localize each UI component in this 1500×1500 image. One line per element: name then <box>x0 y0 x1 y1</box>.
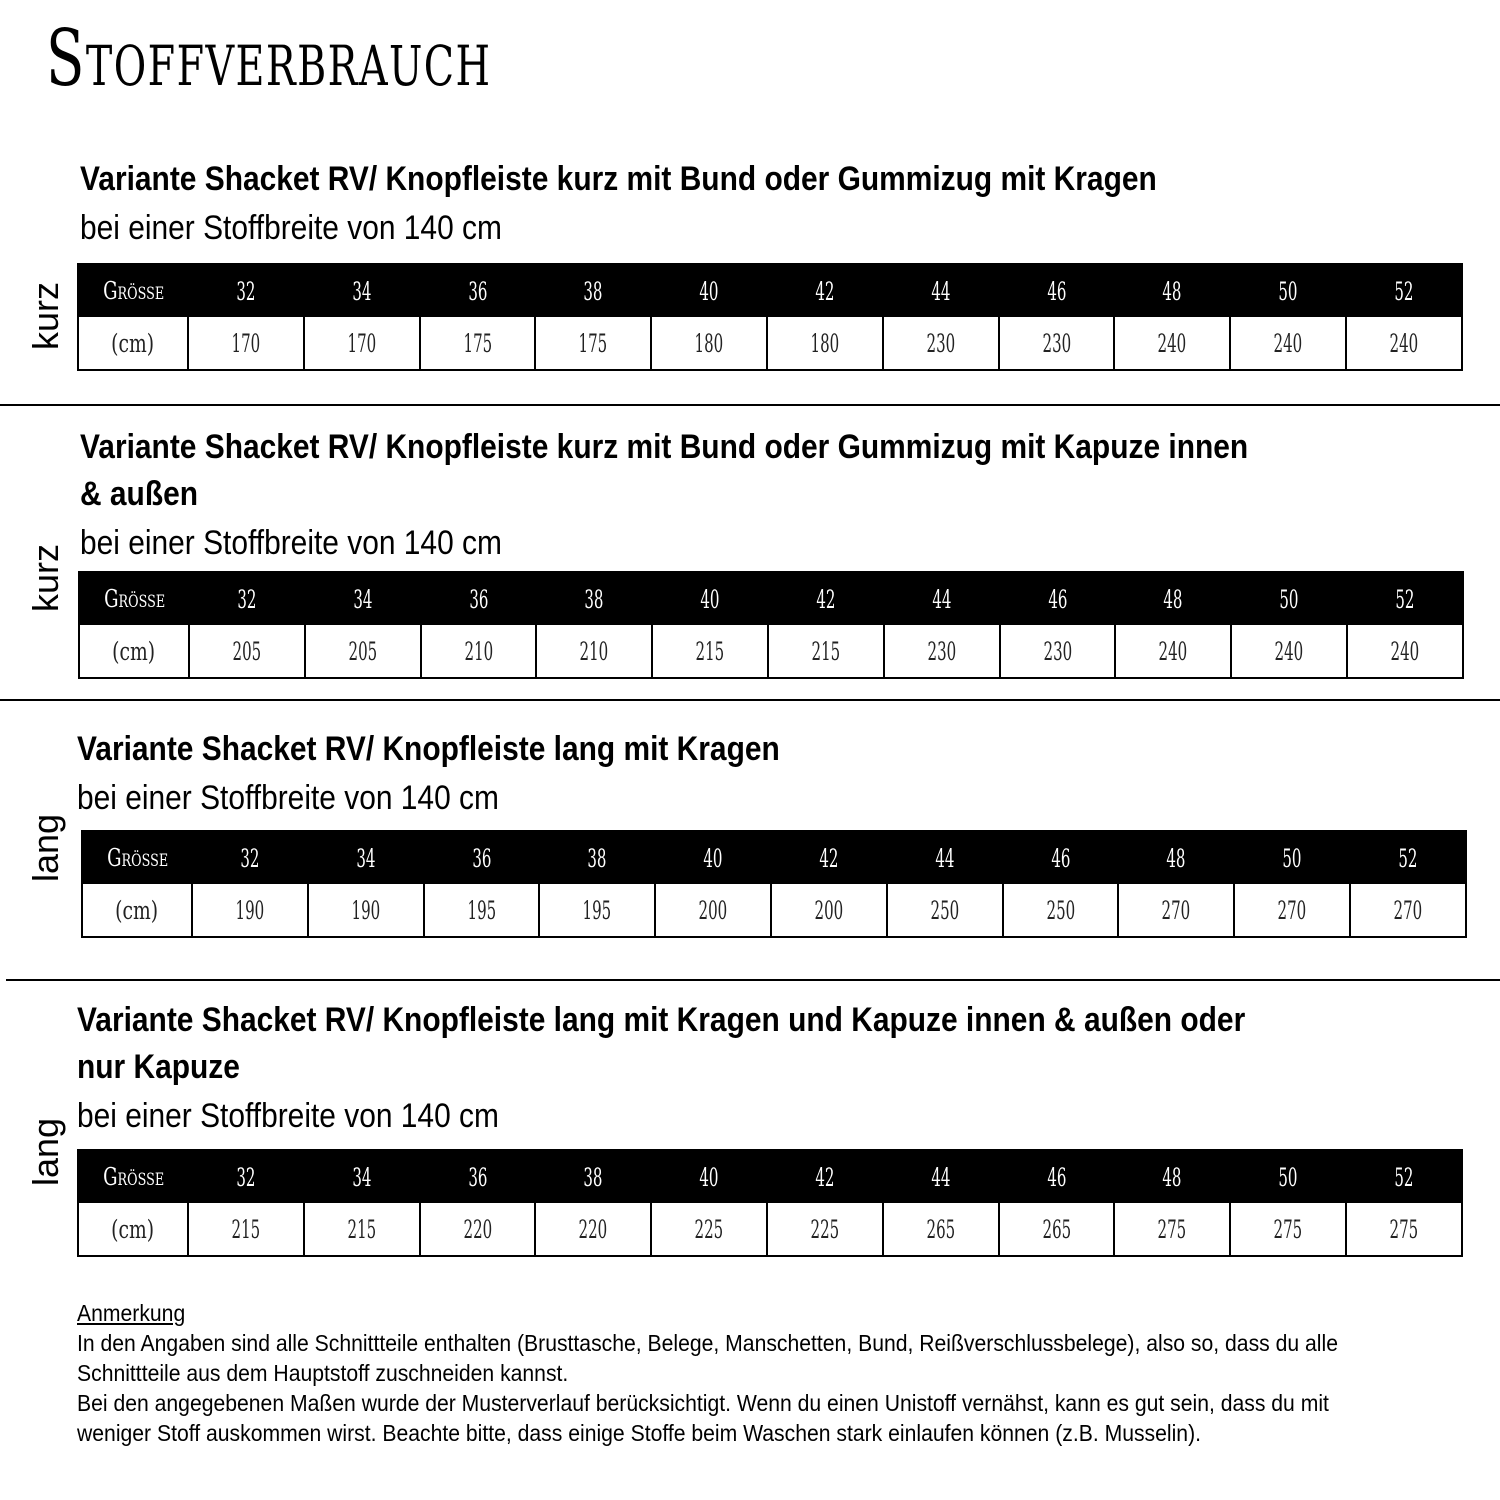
value-cell: 240 <box>1390 636 1420 666</box>
side-label: kurz <box>25 544 66 613</box>
value-cell: 175 <box>535 317 651 370</box>
value-cell: 205 <box>305 625 421 678</box>
section-divider <box>0 404 1500 406</box>
value-cell: 220 <box>420 1203 536 1256</box>
value-cell: 240 <box>1389 328 1419 358</box>
value-cell: 200 <box>655 884 771 937</box>
size-cell: 44 <box>883 264 999 317</box>
size-cell: 52 <box>1346 1150 1462 1203</box>
value-cell: 270 <box>1234 884 1350 937</box>
value-cell: 215 <box>652 625 768 678</box>
section-title: Variante Shacket RV/ Knopfleiste lang mit Kragen und Kapuze innen & außen oder nur Kapuze <box>77 1001 1246 1086</box>
value-row-label: (cm) <box>78 1203 188 1256</box>
size-cell: 44 <box>884 572 1000 625</box>
side-label: lang <box>25 813 66 883</box>
value-cell: 275 <box>1389 1214 1419 1244</box>
value-row-label: (cm) <box>82 884 192 937</box>
size-table <box>77 1149 1463 1257</box>
size-cell: 44 <box>883 1150 999 1203</box>
size-cell: 34 <box>305 572 421 625</box>
size-row <box>78 264 1462 317</box>
notes-line: weniger Stoff auskommen wirst. Beachte bitte, dass einige Stoffe beim Waschen stark einlaufen können (z.B. Musselin). <box>77 1420 1202 1446</box>
size-row-label: Grösse <box>78 1150 188 1203</box>
value-cell: 275 <box>1114 1203 1230 1256</box>
notes-line: In den Angaben sind alle Schnittteile enthalten (Brusttasche, Belege, Manschetten, Bund, Reißverschlussbelege), also so, dass du alle <box>77 1330 1338 1356</box>
value-cell: 250 <box>1003 884 1119 937</box>
value-cell: 210 <box>536 625 652 678</box>
size-row-label: Grösse <box>78 264 188 317</box>
value-cell: 270 <box>1393 895 1423 925</box>
value-row <box>79 625 1463 678</box>
value-cell: 275 <box>1230 1203 1346 1256</box>
size-row-label: Grösse <box>82 831 192 884</box>
size-cell: 52 <box>1347 572 1463 625</box>
size-cell: 50 <box>1230 1150 1346 1203</box>
side-label: lang <box>25 1117 66 1187</box>
page-title: Stoffverbrauch <box>46 14 492 104</box>
value-row <box>78 1203 1462 1256</box>
value-cell: 270 <box>1118 884 1234 937</box>
size-cell: 44 <box>887 831 1003 884</box>
size-cell: 48 <box>1114 1150 1230 1203</box>
size-row-label: Grösse <box>79 572 189 625</box>
value-cell: 240 <box>1115 625 1231 678</box>
value-cell: 215 <box>188 1203 304 1256</box>
size-cell: 32 <box>188 264 304 317</box>
size-cell: 48 <box>1115 572 1231 625</box>
value-cell: 250 <box>887 884 1003 937</box>
value-cell: 265 <box>883 1203 999 1256</box>
value-row <box>78 317 1462 370</box>
size-cell: 36 <box>420 264 536 317</box>
size-row <box>82 831 1466 884</box>
size-cell: 52 <box>1346 264 1462 317</box>
size-cell: 36 <box>420 1150 536 1203</box>
value-cell: 195 <box>424 884 540 937</box>
notes <box>77 1298 1477 1448</box>
value-cell: 220 <box>535 1203 651 1256</box>
size-table <box>77 263 1463 371</box>
value-cell: 190 <box>192 884 308 937</box>
value-cell: 225 <box>767 1203 883 1256</box>
notes-line: Bei den angegebenen Maßen wurde der Musterverlauf berücksichtigt. Wenn du einen Unistoff vernähst, kann es gut sein, dass du mit <box>77 1390 1329 1416</box>
size-cell: 40 <box>652 572 768 625</box>
value-cell: 230 <box>884 625 1000 678</box>
value-cell: 215 <box>768 625 884 678</box>
size-cell: 34 <box>304 1150 420 1203</box>
size-cell: 50 <box>1231 572 1347 625</box>
notes-heading: Anmerkung <box>77 1300 186 1326</box>
value-cell: 230 <box>883 317 999 370</box>
section-subtitle: bei einer Stoffbreite von 140 cm <box>77 1097 499 1135</box>
size-cell: 38 <box>539 831 655 884</box>
value-cell: 200 <box>771 884 887 937</box>
size-cell: 40 <box>651 1150 767 1203</box>
size-cell: 50 <box>1230 264 1346 317</box>
size-cell: 34 <box>304 264 420 317</box>
section-divider <box>0 699 1500 701</box>
size-table <box>81 830 1467 938</box>
value-cell: 170 <box>188 317 304 370</box>
notes-line: Schnittteile aus dem Hauptstoff zuschneiden kannst. <box>77 1360 569 1386</box>
section-subtitle: bei einer Stoffbreite von 140 cm <box>80 524 502 562</box>
size-cell: 42 <box>771 831 887 884</box>
size-cell: 32 <box>192 831 308 884</box>
value-row-label: (cm) <box>79 625 189 678</box>
side-label: kurz <box>25 282 66 351</box>
section-subtitle: bei einer Stoffbreite von 140 cm <box>80 209 502 247</box>
value-cell: 180 <box>767 317 883 370</box>
size-cell: 42 <box>768 572 884 625</box>
size-cell: 50 <box>1234 831 1350 884</box>
size-cell: 40 <box>651 264 767 317</box>
value-cell: 175 <box>420 317 536 370</box>
value-cell: 195 <box>539 884 655 937</box>
size-cell: 42 <box>767 264 883 317</box>
size-cell: 48 <box>1114 264 1230 317</box>
value-cell: 230 <box>999 317 1115 370</box>
value-cell: 240 <box>1230 317 1346 370</box>
size-cell: 46 <box>999 1150 1115 1203</box>
size-cell: 46 <box>1000 572 1116 625</box>
section-title: Variante Shacket RV/ Knopfleiste kurz mit Bund oder Gummizug mit Kragen <box>80 160 1157 198</box>
size-cell: 38 <box>535 1150 651 1203</box>
value-cell: 265 <box>999 1203 1115 1256</box>
size-row <box>79 572 1463 625</box>
value-cell: 190 <box>308 884 424 937</box>
size-cell: 34 <box>308 831 424 884</box>
value-cell: 180 <box>651 317 767 370</box>
value-cell: 230 <box>1000 625 1116 678</box>
size-cell: 40 <box>655 831 771 884</box>
value-row-label: (cm) <box>78 317 188 370</box>
size-cell: 38 <box>535 264 651 317</box>
value-cell: 210 <box>421 625 537 678</box>
size-cell: 52 <box>1350 831 1466 884</box>
value-cell: 240 <box>1114 317 1230 370</box>
size-cell: 46 <box>999 264 1115 317</box>
size-row <box>78 1150 1462 1203</box>
section-title: Variante Shacket RV/ Knopfleiste lang mit Kragen <box>77 730 780 768</box>
size-cell: 42 <box>767 1150 883 1203</box>
size-cell: 32 <box>189 572 305 625</box>
size-cell: 46 <box>1003 831 1119 884</box>
value-cell: 170 <box>304 317 420 370</box>
size-cell: 38 <box>536 572 652 625</box>
value-cell: 215 <box>304 1203 420 1256</box>
value-row <box>82 884 1466 937</box>
section-divider <box>6 979 1500 981</box>
size-cell: 48 <box>1118 831 1234 884</box>
value-cell: 225 <box>651 1203 767 1256</box>
size-cell: 36 <box>421 572 537 625</box>
value-cell: 240 <box>1231 625 1347 678</box>
size-cell: 36 <box>424 831 540 884</box>
size-cell: 32 <box>188 1150 304 1203</box>
section-subtitle: bei einer Stoffbreite von 140 cm <box>77 779 499 817</box>
size-table <box>78 571 1464 679</box>
value-cell: 205 <box>189 625 305 678</box>
section-title: Variante Shacket RV/ Knopfleiste kurz mit Bund oder Gummizug mit Kapuze innen & außen <box>80 428 1249 513</box>
